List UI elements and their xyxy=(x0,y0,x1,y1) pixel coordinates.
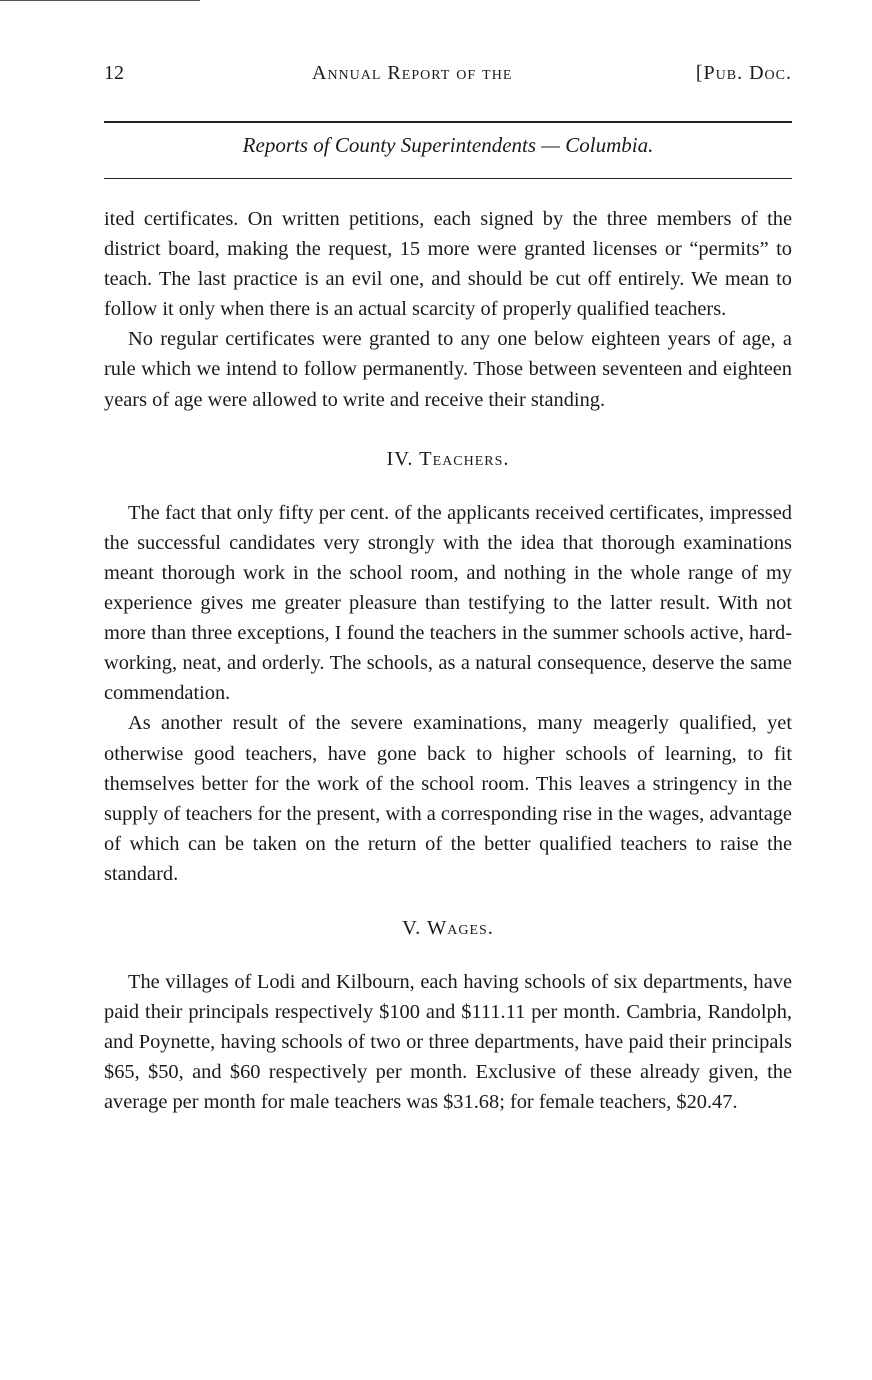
header-rule-bottom xyxy=(104,178,792,179)
paragraph-age-rule: No regular certificates were granted to any one below eighteen years of age, a rule which we intend to follow permanently. Those between seventeen and eighteen years of age were allowed to write and receive their standing. xyxy=(104,328,792,411)
header-rule-top xyxy=(104,121,792,123)
paragraph-certificates-continued: ited certificates. On written petitions, each signed by the three members of the district board, making the request, 15 more were granted licenses or “permits” to teach. The last practice is an evil one, and should be cut off entirely. We mean to follow it only when there is an actual scarcity of properly qualified teachers. xyxy=(104,208,792,321)
page-edge-mark xyxy=(0,0,200,1)
section-heading-teachers: IV. Teachers. xyxy=(386,447,510,470)
section-subtitle: Reports of County Superintendents — Columbia. xyxy=(242,133,654,157)
page-number: 12 xyxy=(104,62,124,84)
document-reference: [Pub. Doc. xyxy=(695,62,792,84)
paragraph-wages: The villages of Lodi and Kilbourn, each having schools of six departments, have paid their principals respectively $100 and $111.11 per month. Cambria, Randolph, and Poynette, having schools of two or three departments, have paid their principals $65, $50, and $60 respectively per month. Exclusive of these already given, the average per month for male teachers was $31.68; for female teachers, $20.47. xyxy=(104,971,792,1114)
paragraph-teachers-supply: As another result of the severe examinations, many meagerly qualified, yet otherwise good teachers, have gone back to higher schools of learning, to fit themselves better for the work of the school room. This leaves a stringency in the supply of teachers for the present, with a corresponding rise in the wages, advantage of which can be taken on the return of the better qualified teachers to raise the standard. xyxy=(104,712,792,885)
report-title: Annual Report of the xyxy=(312,62,513,84)
running-header xyxy=(104,62,792,92)
body-text xyxy=(104,204,792,1118)
paragraph-teachers-result: The fact that only fifty per cent. of the applicants received certificates, impressed the successful candidates very strongly with the idea that thorough examinations meant thorough work in the school room, and nothing in the whole range of my experience gives me greater pleasure than testifying to the latter result. With not more than three exceptions, I found the teachers in the summer schools active, hard-working, neat, and orderly. The schools, as a natural consequence, deserve the same commendation. xyxy=(104,501,792,705)
section-heading-wages: V. Wages. xyxy=(402,916,494,939)
